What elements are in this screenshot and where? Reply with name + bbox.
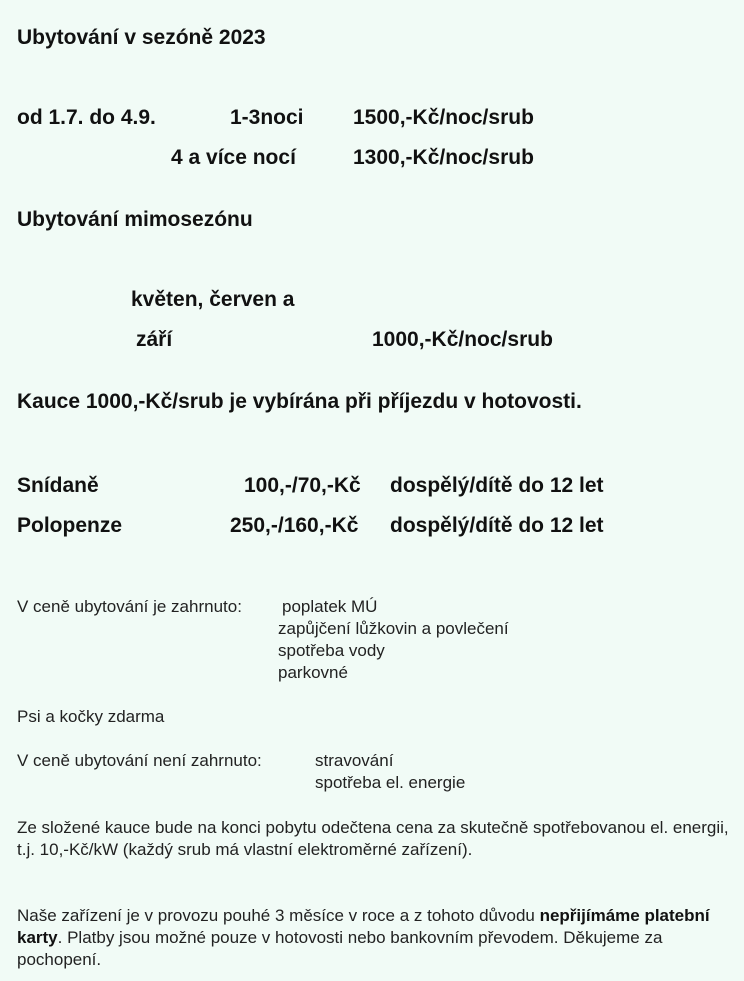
meal-name-breakfast: Snídaně — [17, 474, 99, 497]
offseason-price: 1000,-Kč/noc/srub — [372, 328, 553, 351]
season-short-price: 1500,-Kč/noc/srub — [353, 106, 534, 129]
payment-text-after: . Platby jsou možné pouze v hotovosti nebo bankovním převodem. Děkujeme za pochopení. — [17, 928, 663, 969]
payment-text-before: Naše zařízení je v provozu pouhé 3 měsíce v roce a z tohoto důvodu — [17, 906, 540, 925]
included-item: parkovné — [278, 663, 348, 682]
pets-text: Psi a kočky zdarma — [17, 707, 165, 726]
meal-price-halfboard: 250,-/160,-Kč — [230, 514, 359, 537]
included-label: V ceně ubytování je zahrnuto: — [17, 597, 242, 616]
included-item: zapůjčení lůžkovin a povlečení — [278, 619, 509, 638]
season-title: Ubytování v sezóně 2023 — [17, 26, 266, 49]
meal-price-breakfast: 100,-/70,-Kč — [244, 474, 361, 497]
payment-bold: nepřijímáme platební karty — [17, 906, 710, 947]
offseason-months-1: květen, červen a — [131, 288, 295, 311]
meal-note-breakfast: dospělý/dítě do 12 let — [390, 474, 604, 497]
not-included-item: spotřeba el. energie — [315, 773, 466, 792]
season-short-stay: 1-3noci — [230, 106, 304, 129]
offseason-title: Ubytování mimosezónu — [17, 208, 253, 231]
meal-note-halfboard: dospělý/dítě do 12 let — [390, 514, 604, 537]
payment-note — [17, 905, 732, 971]
meal-name-halfboard: Polopenze — [17, 514, 123, 537]
season-period: od 1.7. do 4.9. — [17, 106, 156, 129]
included-item: poplatek MÚ — [282, 597, 378, 616]
season-long-stay: 4 a více nocí — [171, 146, 296, 169]
not-included-item: stravování — [315, 751, 394, 770]
offseason-months-2: září — [136, 328, 173, 351]
deposit-text: Kauce 1000,-Kč/srub je vybírána při příjezdu v hotovosti. — [17, 390, 582, 413]
electricity-note: Ze složené kauce bude na konci pobytu odečtena cena za skutečně spotřebovanou el. energii, t.j. 10,-Kč/kW (každý srub má vlastní elektroměrné zařízení). — [17, 818, 729, 859]
included-item: spotřeba vody — [278, 641, 385, 660]
season-long-price: 1300,-Kč/noc/srub — [353, 146, 534, 169]
not-included-label: V ceně ubytování není zahrnuto: — [17, 751, 262, 770]
